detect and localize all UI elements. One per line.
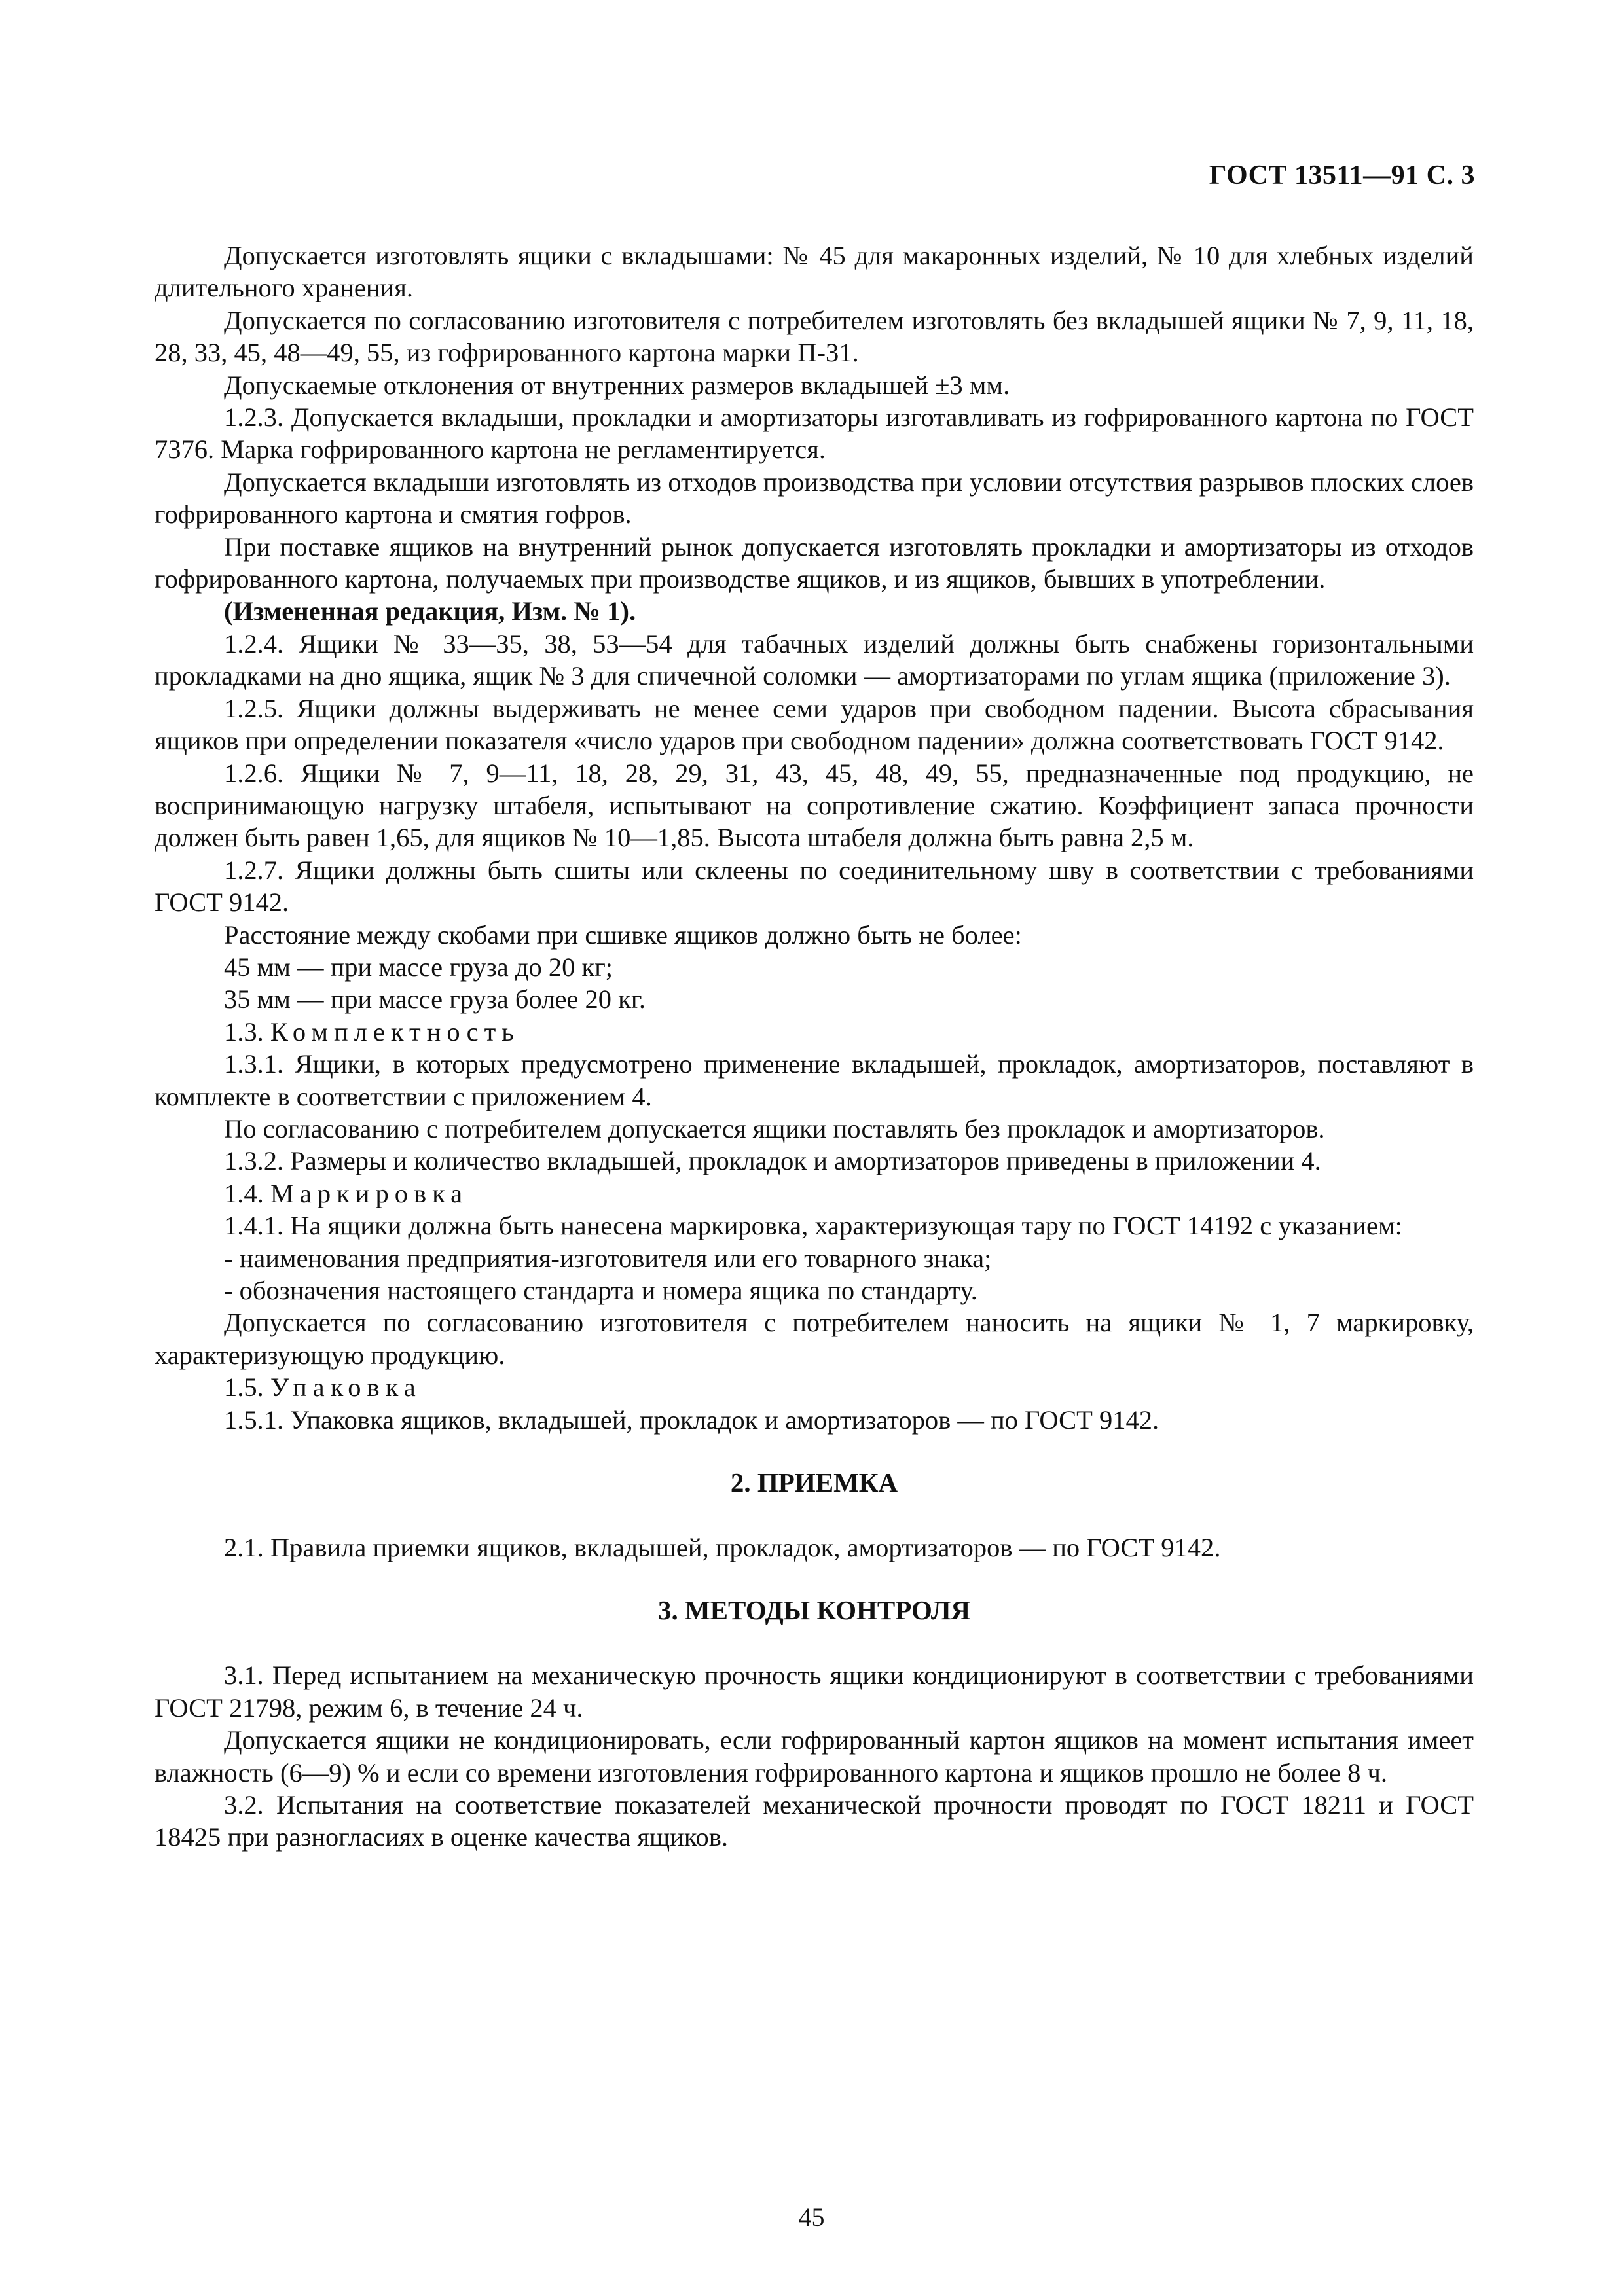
list-item: 35 мм — при массе груза более 20 кг. [224, 984, 646, 1014]
list-item: - наименования предприятия-изготовителя или его товарного знака; [224, 1243, 992, 1273]
paragraph: Допускается вкладыши изготовлять из отходов производства при условии отсутствия разрывов плоских слоев гофрированного картона и смятия гофров. [155, 467, 1474, 529]
section-title: 2. ПРИЕМКА [730, 1467, 898, 1498]
paragraph: 1.2.4. Ящики № 33—35, 38, 53—54 для табачных изделий должны быть снабжены горизонтальными прокладками на дно ящика, ящик № 3 для спичечной соломки — амортизаторами по углам ящика (приложение 3). [155, 628, 1474, 691]
subsection-title: Комплектность [270, 1016, 520, 1047]
subsection-heading-marking [155, 1177, 1474, 1210]
subsection-title: Маркировка [270, 1178, 469, 1208]
subsection-number: 1.5. [224, 1372, 264, 1403]
paragraph: 1.2.5. Ящики должны выдерживать не менее семи ударов при свободном падении. Высота сбрасывания ящиков при определении показателя «число ударов при свободном падении» должна соответствовать ГОСТ 9142. [155, 693, 1474, 756]
document-body [155, 240, 1474, 1854]
list-item: - обозначения настоящего стандарта и номера ящика по стандарту. [224, 1276, 977, 1305]
paragraph: Расстояние между скобами при сшивке ящиков должно быть не более: [224, 920, 1022, 950]
paragraph: 1.2.3. Допускается вкладыши, прокладки и амортизаторы изготавливать из гофрированного картона по ГОСТ 7376. Марка гофрированного картона не регламентируется. [155, 403, 1474, 465]
paragraph: Допускаемые отклонения от внутренних размеров вкладышей ±3 мм. [224, 370, 1010, 400]
paragraph: 1.4.1. На ящики должна быть нанесена маркировка, характеризующая тару по ГОСТ 14192 с указанием: [224, 1211, 1402, 1241]
paragraph: 1.5.1. Упаковка ящиков, вкладышей, прокладок и амортизаторов — по ГОСТ 9142. [224, 1405, 1159, 1435]
document-header: ГОСТ 13511—91 С. 3 [1209, 160, 1475, 190]
paragraph: 3.1. Перед испытанием на механическую прочность ящики кондиционируют в соответствии с требованиями ГОСТ 21798, режим 6, в течение 24 ч. [155, 1660, 1474, 1723]
paragraph: По согласованию с потребителем допускается ящики поставлять без прокладок и амортизаторов. [224, 1113, 1325, 1143]
paragraph: 2.1. Правила приемки ящиков, вкладышей, прокладок, амортизаторов — по ГОСТ 9142. [224, 1533, 1221, 1563]
page-number: 45 [798, 2202, 825, 2232]
subsection-heading-packaging [155, 1371, 1474, 1403]
paragraph: Допускается изготовлять ящики с вкладышами: № 45 для макаронных изделий, № 10 для хлебных изделий длительного хранения. [155, 241, 1474, 303]
paragraph: Допускается по согласованию изготовителя с потребителем наносить на ящики № 1, 7 маркировку, характеризующую продукцию. [155, 1308, 1474, 1370]
paragraph: При поставке ящиков на внутренний рынок допускается изготовлять прокладки и амортизаторы из отходов гофрированного картона, получаемых при производстве ящиков, и из ящиков, бывших в употреблении. [155, 531, 1474, 594]
list-item: 45 мм — при массе груза до 20 кг; [224, 952, 613, 982]
paragraph: 3.2. Испытания на соответствие показателей механической прочности проводят по ГОСТ 18211 и ГОСТ 18425 при разногласиях в оценке качества ящиков. [155, 1790, 1474, 1852]
paragraph: 1.3.1. Ящики, в которых предусмотрено применение вкладышей, прокладок, амортизаторов, поставляют в комплекте в соответствии с приложением 4. [155, 1049, 1474, 1111]
subsection-heading-completeness [155, 1016, 1474, 1048]
subsection-number: 1.4. [224, 1178, 264, 1208]
section-title: 3. МЕТОДЫ КОНТРОЛЯ [657, 1595, 971, 1626]
paragraph: 1.2.6. Ящики № 7, 9—11, 18, 28, 29, 31, 43, 45, 48, 49, 55, предназначенные под продукцию, не воспринимающую нагрузку штабеля, испытывают на сопротивление сжатию. Коэффициент запаса прочности должен быть равен 1,65, для ящиков № 10—1,85. Высота штабеля должна быть равна 2,5 м. [155, 758, 1474, 853]
paragraph: 1.3.2. Размеры и количество вкладышей, прокладок и амортизаторов приведены в приложении 4. [224, 1146, 1321, 1176]
paragraph: 1.2.7. Ящики должны быть сшиты или склеены по соединительному шву в соответствии с требованиями ГОСТ 9142. [155, 855, 1474, 918]
subsection-title: Упаковка [270, 1372, 422, 1403]
amendment-note: (Измененная редакция, Изм. № 1). [224, 596, 636, 626]
paragraph: Допускается ящики не кондиционировать, если гофрированный картон ящиков на момент испытания имеет влажность (6—9) % и если со времени изготовления гофрированного картона и ящиков прошло не более 8 ч. [155, 1725, 1474, 1787]
paragraph: Допускается по согласованию изготовителя с потребителем изготовлять без вкладышей ящики № 7, 9, 11, 18, 28, 33, 45, 48—49, 55, из гофрированного картона марки П-31. [155, 305, 1474, 368]
subsection-number: 1.3. [224, 1016, 264, 1047]
